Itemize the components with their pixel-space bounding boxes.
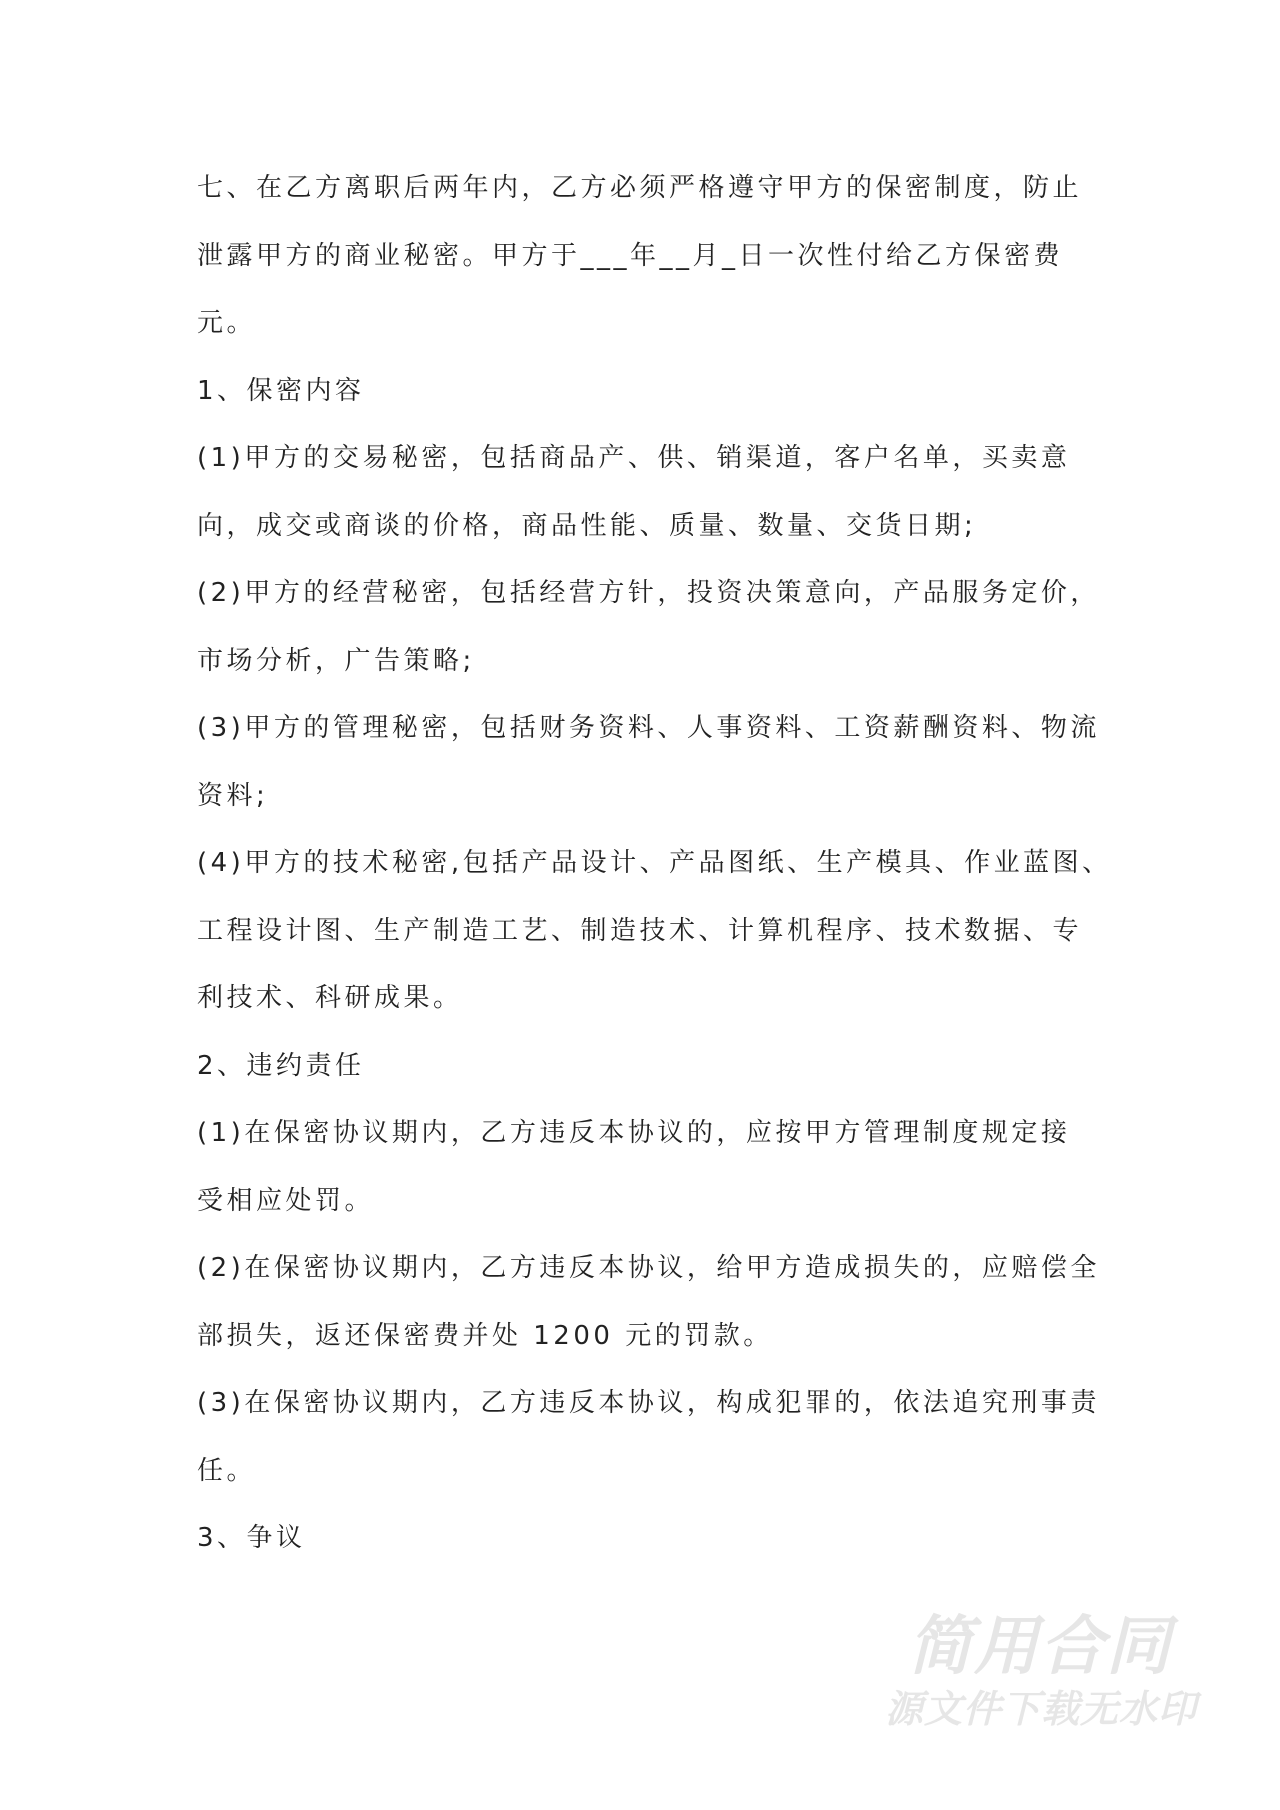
text-line: (2)甲方的经营秘密，包括经营方针，投资决策意向，产品服务定价，: [197, 578, 1100, 608]
text-line: 市场分析，广告策略;: [197, 645, 475, 676]
text-line: (1)在保密协议期内，乙方违反本协议的，应按甲方管理制度规定接: [197, 1118, 1071, 1148]
section-heading: 1、保密内容: [197, 375, 365, 406]
text-line: 任。: [197, 1455, 257, 1486]
text-line: 向，成交或商谈的价格，商品性能、质量、数量、交货日期;: [197, 510, 977, 541]
section-heading: 2、违约责任: [197, 1050, 365, 1081]
text-line: 工程设计图、生产制造工艺、制造技术、计算机程序、技术数据、专: [197, 915, 1083, 946]
section-heading: 3、争议: [197, 1523, 306, 1553]
text-line: (2)在保密协议期内，乙方违反本协议，给甲方造成损失的，应赔偿全: [197, 1253, 1100, 1283]
text-line: (3)甲方的管理秘密，包括财务资料、人事资料、工资薪酬资料、物流: [197, 713, 1100, 743]
text-line: 部损失，返还保密费并处 1200 元的罚款。: [197, 1320, 773, 1351]
document-body: [197, 155, 1112, 1573]
text-line: (1)甲方的交易秘密，包括商品产、供、销渠道，客户名单，买卖意: [197, 443, 1071, 473]
text-line: 七、在乙方离职后两年内，乙方必须严格遵守甲方的保密制度，防止: [197, 173, 1083, 203]
text-line: (3)在保密协议期内，乙方违反本协议，构成犯罪的，依法追究刑事责: [197, 1388, 1100, 1418]
text-line: 利技术、科研成果。: [197, 983, 463, 1013]
text-line: 元。: [197, 308, 257, 338]
text-line: 泄露甲方的商业秘密。甲方于___年__月_日一次性付给乙方保密费: [197, 240, 1064, 271]
text-line: 受相应处罚。: [197, 1185, 375, 1216]
text-line: (4)甲方的技术秘密,包括产品设计、产品图纸、生产模具、作业蓝图、: [197, 848, 1112, 878]
watermark-subtitle: 源文件下载无水印: [885, 1687, 1198, 1731]
watermark-title: 简用合同: [908, 1610, 1172, 1684]
text-line: 资料;: [197, 780, 269, 811]
